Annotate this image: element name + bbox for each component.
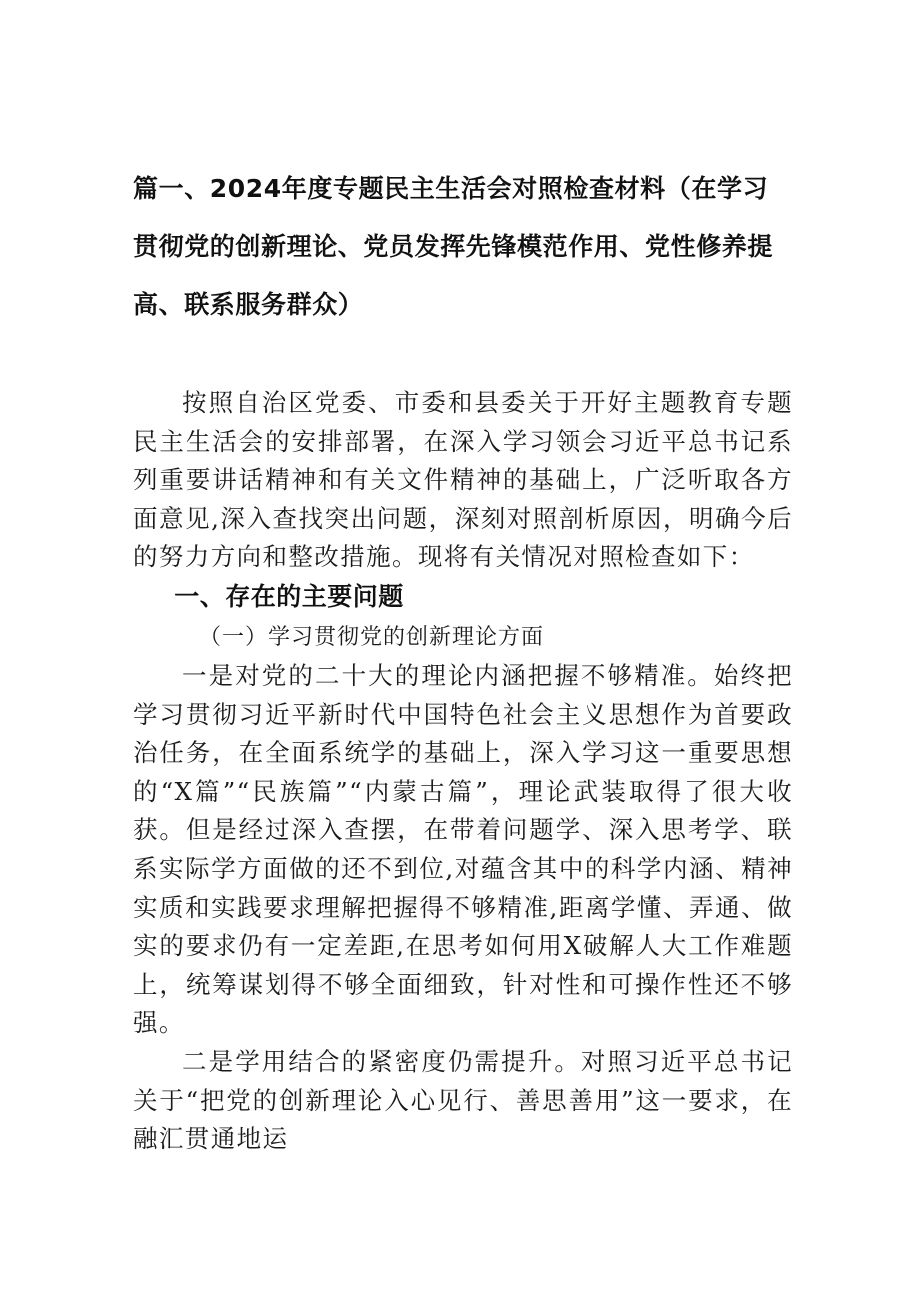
- body-paragraph-1: 一是对党的二十大的理论内涵把握不够精准。始终把学习贯彻习近平新时代中国特色社会主义思想作为首要政治任务，在全面系统学的基础上，深入学习这一重要思想的“X篇”“民族篇”“内蒙古篇”，理论武装取得了很大收获。但是经过深入查摆，在带着问题学、深入思考学、联系实际学方面做的还不到位,对蕴含其中的科学内涵、精神实质和实践要求理解把握得不够精准,距离学懂、弄通、做实的要求仍有一定差距,在思考如何用X破解人大工作难题上，统筹谋划得不够全面细致，针对性和可操作性还不够强。: [133, 660, 793, 1038]
- subsection-heading: （一）学习贯彻党的创新理论方面: [199, 624, 545, 650]
- document-body: [133, 384, 793, 1159]
- intro-paragraph: 按照自治区党委、市委和县委关于开好主题教育专题民主生活会的安排部署，在深入学习领会习近平总书记系列重要讲话精神和有关文件精神的基础上，广泛听取各方面意见,深入查找突出问题，深刻对照剖析原因，明确今后的努力方向和整改措施。现将有关情况对照检查如下：: [133, 388, 793, 572]
- section-heading: 一、存在的主要问题: [174, 581, 404, 611]
- document-title: 篇一、2024年度专题民主生活会对照检查材料（在学习贯彻党的创新理论、党员发挥先锋模范作用、党性修养提高、联系服务群众）: [133, 174, 774, 319]
- body-paragraph-2: 二是学用结合的紧密度仍需提升。对照习近平总书记关于“把党的创新理论入心见行、善思善用”这一要求，在融汇贯通地运: [133, 1046, 793, 1154]
